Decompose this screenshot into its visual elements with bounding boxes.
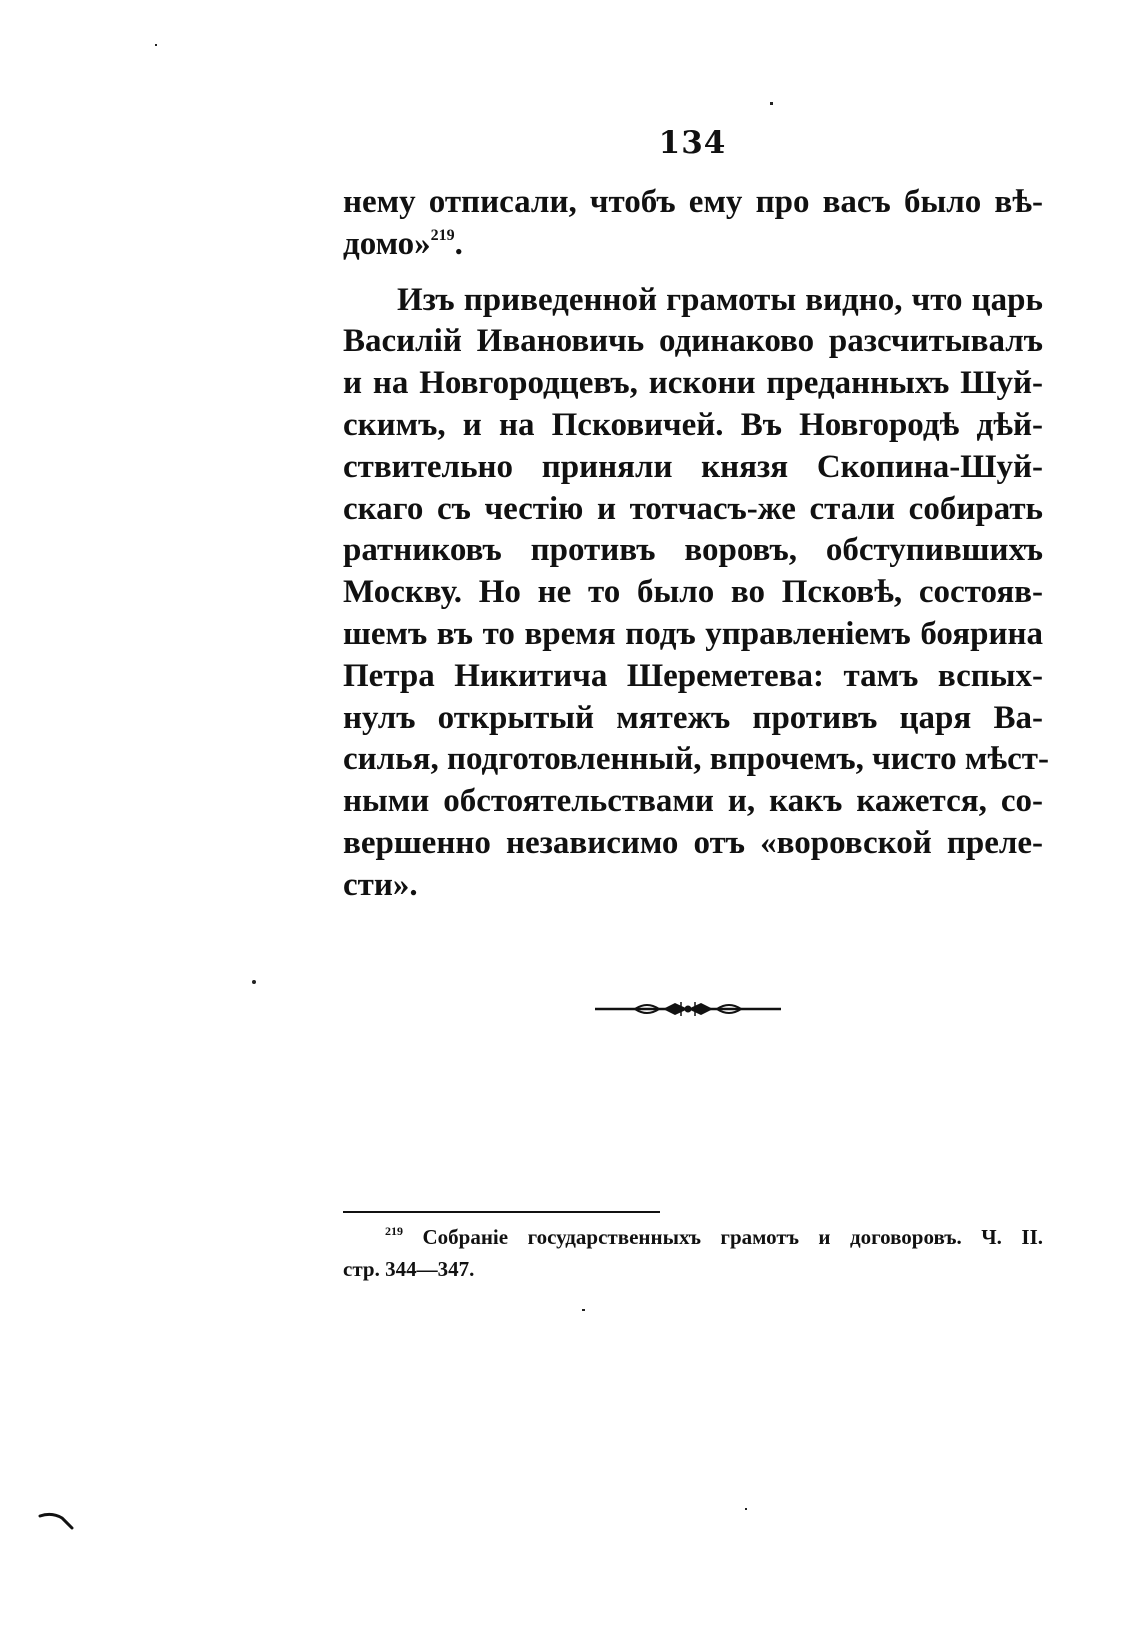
footnote-marker: 219 <box>385 1224 403 1238</box>
footnote <box>343 1221 1043 1285</box>
text-line-2-text: домо» <box>343 225 431 262</box>
text-line-15: ными обстоятельствами и, какъ кажется, со- <box>343 783 1043 820</box>
text-line-17: сти». <box>343 866 418 903</box>
scan-speck <box>745 1508 747 1510</box>
text-line-2 <box>343 224 1043 266</box>
text-line-1: нему отписали, чтобъ ему про васъ было вѣ- <box>343 184 1043 220</box>
text-line-8: скаго съ честію и тотчасъ-же стали собирать <box>343 490 1043 527</box>
scan-speck <box>252 980 256 984</box>
text-line-16: вершенно независимо отъ «воровской преле- <box>343 824 1043 861</box>
footnote-reference: 219 <box>430 226 455 244</box>
scan-speck <box>155 44 157 46</box>
text-line-4: Василій Ивановичь одинаково разсчитывалъ <box>343 323 1043 360</box>
text-line-10: Москву. Но не то было во Псковѣ, состояв- <box>343 574 1043 611</box>
scan-speck <box>582 1309 585 1311</box>
scan-speck <box>770 102 773 105</box>
scan-mark <box>38 1508 78 1530</box>
text-line-11: шемъ въ то время подъ управленіемъ боярина <box>343 615 1043 652</box>
ornamental-divider <box>595 998 781 1020</box>
footnote-line-1 <box>343 1221 1043 1253</box>
text-line-14: силья, подготовленный, впрочемъ, чисто мѣст- <box>343 741 1050 778</box>
footnote-line-2: стр. 344—347. <box>343 1257 475 1281</box>
text-line-6: скимъ, и на Псковичей. Въ Новгородѣ дѣй- <box>343 406 1043 443</box>
text-line-13: нулъ открытый мятежъ противъ царя Ва- <box>343 699 1043 736</box>
text-line-7: ствительно приняли князя Скопина-Шуй- <box>343 448 1043 485</box>
main-text <box>343 182 1050 907</box>
footnote-rule <box>343 1211 660 1213</box>
text-line-12: Петра Никитича Шереметева: тамъ вспых- <box>343 657 1043 694</box>
text-line-2-period: . <box>454 225 463 262</box>
text-line-3: Изъ приведенной грамоты видно, что царь <box>397 281 1043 318</box>
text-line-5: и на Новгородцевъ, искони преданныхъ Шуй- <box>343 365 1043 402</box>
footnote-text: Собраніе государственныхъ грамотъ и договоровъ. Ч. II. <box>422 1225 1043 1249</box>
page-number: 134 <box>658 125 727 161</box>
text-line-9: ратниковъ противъ воровъ, обступившихъ <box>343 532 1043 569</box>
